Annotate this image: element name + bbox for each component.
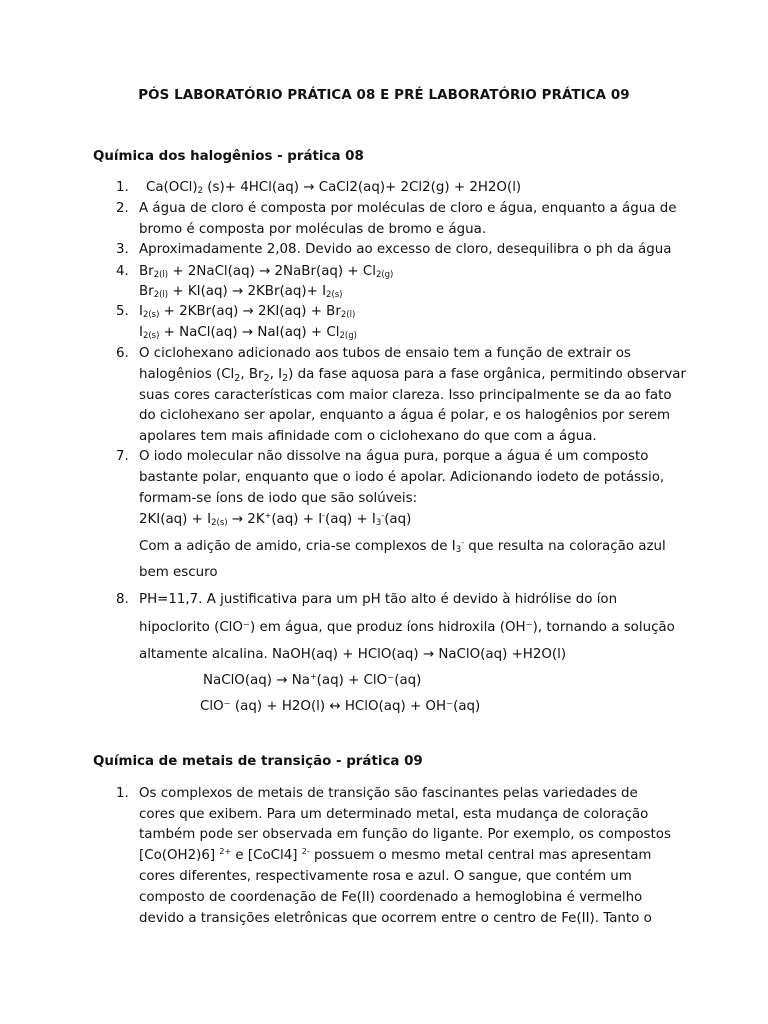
text-line: formam-se íons de iodo que são solúveis: [139, 491, 418, 506]
text-line: bem escuro [139, 565, 218, 580]
item-number: 1. [116, 180, 129, 195]
item-number: 5. [116, 304, 129, 319]
document-title: PÓS LABORATÓRIO PRÁTICA 08 E PRÉ LABORATÓRIO PRÁTICA 09 [138, 88, 630, 103]
reaction-line: Br2(l) + KI(aq) → 2KBr(aq)+ I2(s) [139, 284, 343, 300]
equation-line: ClO⁻ (aq) + H2O(l) ↔ HClO(aq) + OH⁻(aq) [200, 699, 481, 714]
text-line: O iodo molecular não dissolve na água pura, porque a água é um composto [139, 449, 649, 464]
text-line: O ciclohexano adicionado aos tubos de ensaio tem a função de extrair os [139, 346, 631, 361]
text-line: bastante polar, enquanto que o iodo é apolar. Adicionando iodeto de potássio, [139, 470, 665, 485]
section-heading-transition-metals: Química de metais de transição - prática 09 [93, 754, 423, 769]
text-line: bromo é composta por moléculas de bromo e água. [139, 222, 487, 237]
text-line: Com a adição de amido, cria-se complexos de I3- que resulta na coloração azul [139, 538, 666, 555]
item-number: 1. [116, 786, 129, 801]
text-line: Os complexos de metais de transição são fascinantes pelas variedades de [139, 786, 638, 801]
text-line: cores diferentes, respectivamente rosa e azul. O sangue, que contém um [139, 869, 632, 884]
reaction-line: I2(s) + NaCl(aq) → NaI(aq) + Cl2(g) [139, 325, 357, 341]
item-number: 6. [116, 346, 129, 361]
text-line: altamente alcalina. NaOH(aq) + HClO(aq) → NaClO(aq) +H2O(l) [139, 647, 567, 662]
text-line: devido a transições eletrônicas que ocorrem entre o centro de Fe(II). Tanto o [139, 911, 652, 926]
item-number: 3. [116, 242, 129, 257]
item-number: 4. [116, 264, 129, 279]
item-number: 2. [116, 201, 129, 216]
text-line: do ciclohexano ser apolar, enquanto a água é polar, e os halogênios por serem [139, 408, 671, 423]
text-line: Aproximadamente 2,08. Devido ao excesso de cloro, desequilibra o ph da água [139, 242, 672, 257]
text-line: também pode ser observada em função do ligante. Por exemplo, os compostos [139, 827, 671, 842]
equation-line: Ca(OCl)2 (s)+ 4HCl(aq) → CaCl2(aq)+ 2Cl2(g) + 2H2O(l) [146, 180, 522, 196]
text-line: suas cores características com maior clareza. Isso principalmente se da ao fato [139, 388, 672, 403]
text-line: hipoclorito (ClO⁻) em água, que produz íons hidroxila (OH⁻), tornando a solução [139, 620, 675, 635]
text-line: PH=11,7. A justificativa para um pH tão alto é devido à hidrólise do íon [139, 592, 618, 607]
text-line: apolares tem mais afinidade com o ciclohexano do que com a água. [139, 429, 597, 444]
section-heading-halogens: Química dos halogênios - prática 08 [93, 149, 364, 164]
reaction-line: I2(s) + 2KBr(aq) → 2KI(aq) + Br2(l) [139, 304, 356, 320]
equation-line: 2KI(aq) + I2(s) → 2K+(aq) + I-(aq) + I3-(aq) [139, 511, 412, 528]
reaction-line: Br2(l) + 2NaCl(aq) → 2NaBr(aq) + Cl2(g) [139, 264, 394, 280]
text-line: [Co(OH2)6] $^{2+}$ e [CoCl4] $^{2-}$ possuem o mesmo metal central mas apresentam [139, 847, 652, 863]
equation-line: NaClO(aq) → Na+(aq) + ClO⁻(aq) [203, 672, 422, 688]
text-line: A água de cloro é composta por moléculas de cloro e água, enquanto a água de [139, 201, 677, 216]
text-line: composto de coordenação de Fe(II) coordenado a hemoglobina é vermelho [139, 890, 643, 905]
item-number: 7. [116, 449, 129, 464]
text-line: halogênios ($Cl_2$, $Br_2$, $I_2$) da fase aquosa para a fase orgânica, permitindo observar [139, 367, 686, 384]
text-line: cores que exibem. Para um determinado metal, esta mudança de coloração [139, 807, 649, 822]
item-number: 8. [116, 592, 129, 607]
